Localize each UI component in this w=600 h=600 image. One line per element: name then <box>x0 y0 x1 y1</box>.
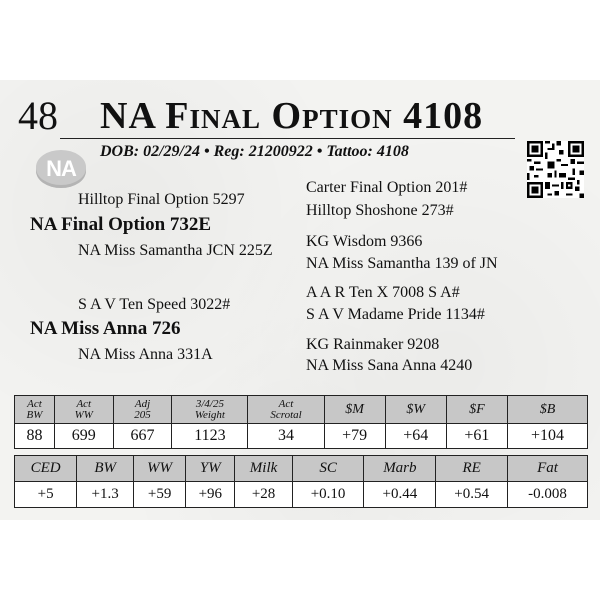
header-re: RE <box>436 456 508 482</box>
pedigree-sire-sire: Hilltop Final Option 5297 <box>78 191 245 208</box>
header-marb: Marb <box>364 456 436 482</box>
value-sc: +0.10 <box>292 482 364 508</box>
pedigree-ss-sire: Carter Final Option 201# <box>306 179 468 196</box>
header-weight: 3/4/25 Weight <box>172 396 248 424</box>
value-adj-205: 667 <box>113 424 172 449</box>
value-dollar-f: +61 <box>446 424 507 449</box>
header-adj-205: Adj 205 <box>113 396 172 424</box>
pedigree-sd-sire: KG Wisdom 9366 <box>306 233 423 250</box>
value-act-bw: 88 <box>15 424 55 449</box>
breeder-logo: NA <box>36 150 86 188</box>
header-dollar-w: $W <box>385 396 446 424</box>
value-dollar-w: +64 <box>385 424 446 449</box>
header-act-bw: Act BW <box>15 396 55 424</box>
epd-header-row <box>15 456 588 482</box>
pedigree-dam: NA Miss Anna 726 <box>30 318 181 339</box>
bullet-separator: • <box>316 143 323 160</box>
performance-header-row <box>15 396 588 424</box>
value-act-scrotal: 34 <box>248 424 324 449</box>
pedigree-ds-dam: S A V Madame Pride 1134# <box>306 306 485 323</box>
header-act-scrotal: Act Scrotal <box>248 396 324 424</box>
value-bw: +1.3 <box>77 482 134 508</box>
value-ww: +59 <box>134 482 186 508</box>
pedigree-ds-sire: A A R Ten X 7008 S A# <box>306 284 460 301</box>
value-milk: +28 <box>235 482 292 508</box>
header-fat: Fat <box>508 456 588 482</box>
value-ced: +5 <box>15 482 77 508</box>
header-ced: CED <box>15 456 77 482</box>
pedigree-dam-sire: S A V Ten Speed 3022# <box>78 296 231 313</box>
header-milk: Milk <box>235 456 292 482</box>
performance-value-row <box>15 424 588 449</box>
value-dollar-b: +104 <box>507 424 587 449</box>
bullet-separator: • <box>204 143 210 160</box>
header-dollar-f: $F <box>446 396 507 424</box>
value-marb: +0.44 <box>364 482 436 508</box>
header-dollar-b: $B <box>507 396 587 424</box>
pedigree-sire: NA Final Option 732E <box>30 214 212 235</box>
pedigree-sire-dam: NA Miss Samantha JCN 225Z <box>78 242 273 259</box>
pedigree-dd-sire: KG Rainmaker 9208 <box>306 336 440 353</box>
header-bw: BW <box>77 456 134 482</box>
registration: Reg: 21200922 <box>213 143 313 160</box>
lot-number: 48 <box>18 93 58 138</box>
header-ww: WW <box>134 456 186 482</box>
pedigree-ss-dam: Hilltop Shoshone 273# <box>306 202 454 219</box>
identification-line <box>100 143 409 161</box>
value-weight: 1123 <box>172 424 248 449</box>
value-yw: +96 <box>186 482 235 508</box>
epd-value-row <box>15 482 588 508</box>
qr-code-icon[interactable] <box>527 141 584 198</box>
value-dollar-m: +79 <box>324 424 385 449</box>
epd-table <box>14 455 588 508</box>
header-act-ww: Act WW <box>54 396 113 424</box>
pedigree-dd-dam: NA Miss Sana Anna 4240 <box>306 357 473 374</box>
value-act-ww: 699 <box>54 424 113 449</box>
value-re: +0.54 <box>436 482 508 508</box>
title-underline <box>60 138 515 139</box>
dob: DOB: 02/29/24 <box>100 143 200 160</box>
header-yw: YW <box>186 456 235 482</box>
animal-name: NA Final Option 4108 <box>100 95 484 137</box>
pedigree-dam-dam: NA Miss Anna 331A <box>78 346 213 363</box>
header-sc: SC <box>292 456 364 482</box>
performance-table <box>14 395 588 449</box>
tattoo: Tattoo: 4108 <box>326 143 409 160</box>
pedigree-sd-dam: NA Miss Samantha 139 of JN <box>306 255 498 272</box>
value-fat: -0.008 <box>508 482 588 508</box>
header-dollar-m: $M <box>324 396 385 424</box>
